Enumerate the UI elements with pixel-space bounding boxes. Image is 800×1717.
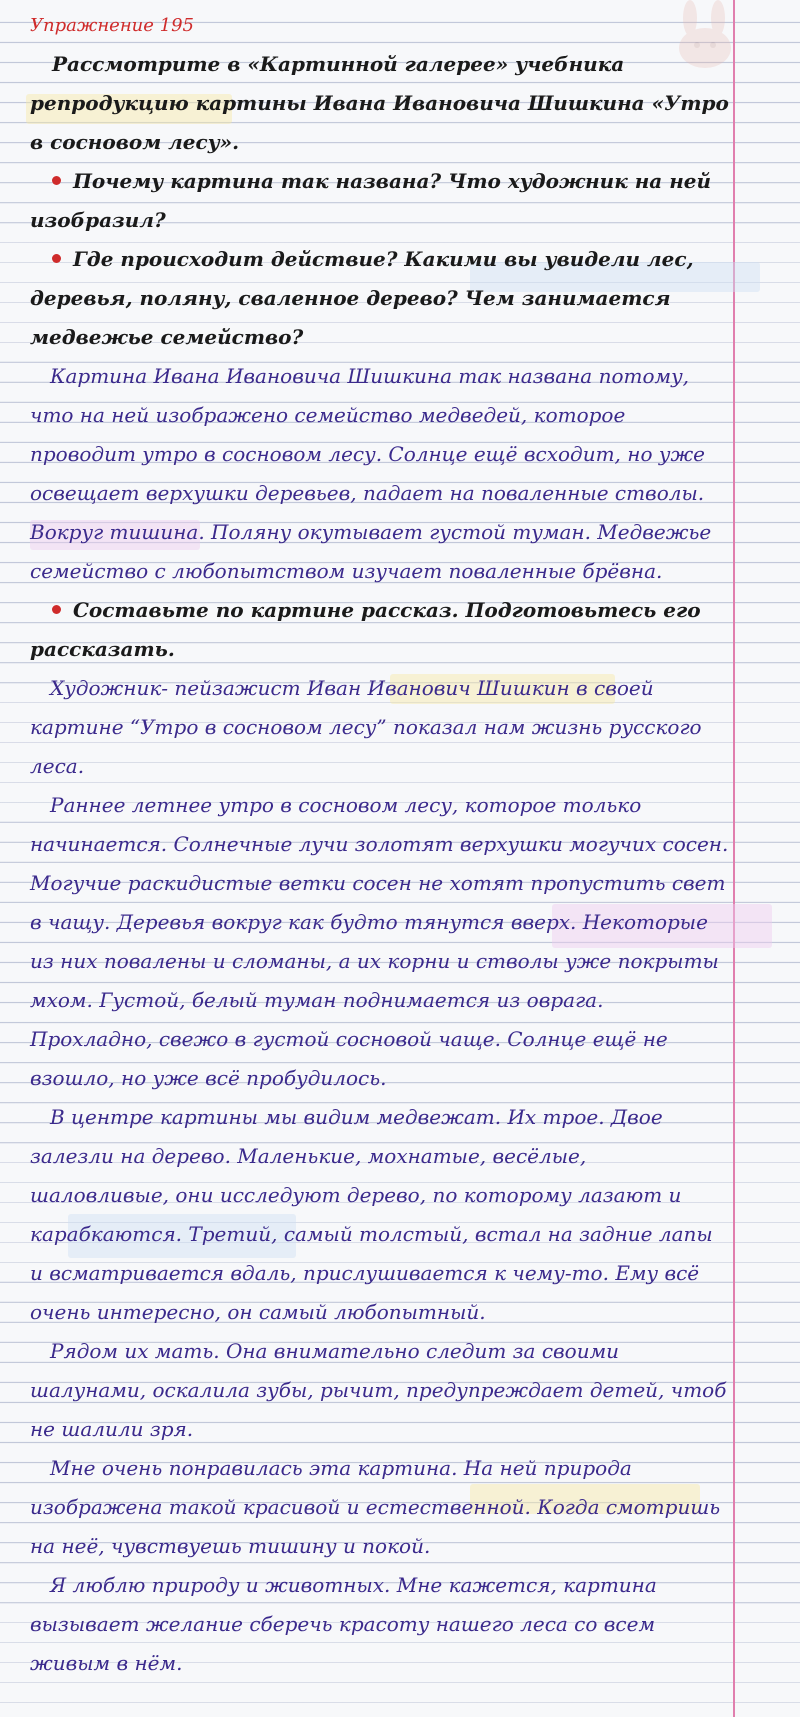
story-paragraph-4: Рядом их мать. Она внимательно следит за своими шалунами, оскалила зубы, рычит, предупреждает детей, чтоб не шалили зря.	[30, 1339, 727, 1441]
story-paragraph-1: Художник- пейзажист Иван Иванович Шишкин в своей картине “Утро в сосновом лесу” показал нам жизнь русского леса.	[30, 676, 702, 778]
task-question-2-text: Где происходит действие? Какими вы увидели лес, деревья, поляну, сваленное дерево? Чем занимается медвежье семейство?	[30, 247, 694, 349]
answer-paragraph: Картина Ивана Ивановича Шишкина так названа потому, что на ней изображено семейство медведей, которое проводит утро в сосновом лесу. Солнце ещё всходит, но уже освещает верхушки деревьев, падает на поваленные стволы. Вокруг тишина. Поляну окутывает густой туман. Медвежье семейство с любопытством изучает поваленные брёвна.	[30, 364, 712, 583]
bullet-icon	[52, 605, 61, 614]
task-intro: Рассмотрите в «Картинной галерее» учебника репродукцию картины Ивана Ивановича Шишкина «Утро в сосновом лесу».	[30, 52, 729, 154]
story-paragraph-3: В центре картины мы видим медвежат. Их трое. Двое залезли на дерево. Маленькие, мохнатые, весёлые, шаловливые, они исследуют дерево, по которому лазают и карабкаются. Третий, самый толстый, встал на задние лапы и всматривается вдаль, прислушивается к чему-то. Ему всё очень интересно, он самый любопытный.	[30, 1105, 713, 1324]
homework-content	[30, 6, 730, 1683]
task-question-1-text: Почему картина так названа? Что художник на ней изобразил?	[30, 169, 712, 232]
exercise-title: Упражнение 195	[30, 15, 195, 36]
bullet-icon	[52, 176, 61, 185]
bullet-icon	[52, 254, 61, 263]
margin-line	[733, 0, 735, 1717]
story-paragraph-6: Я люблю природу и животных. Мне кажется, картина вызывает желание сберечь красоту нашего леса со всем живым в нём.	[30, 1573, 657, 1675]
story-paragraph-2: Раннее летнее утро в сосновом лесу, которое только начинается. Солнечные лучи золотят верхушки могучих сосен. Могучие раскидистые ветки сосен не хотят пропустить свет в чащу. Деревья вокруг как будто тянутся вверх. Некоторые из них повалены и сломаны, а их корни и стволы уже покрыты мхом. Густой, белый туман поднимается из оврага. Прохладно, свежо в густой сосновой чаще. Солнце ещё не взошло, но уже всё пробудилось.	[30, 793, 729, 1090]
task-question-3-text: Составьте по картине рассказ. Подготовьтесь его рассказать.	[30, 598, 701, 661]
task-question-1	[30, 162, 730, 240]
story-paragraph-5: Мне очень понравилась эта картина. На ней природа изображена такой красивой и естественной. Когда смотришь на неё, чувствуешь тишину и покой.	[30, 1456, 721, 1558]
task-question-2	[30, 240, 730, 357]
task-question-3	[30, 591, 730, 669]
